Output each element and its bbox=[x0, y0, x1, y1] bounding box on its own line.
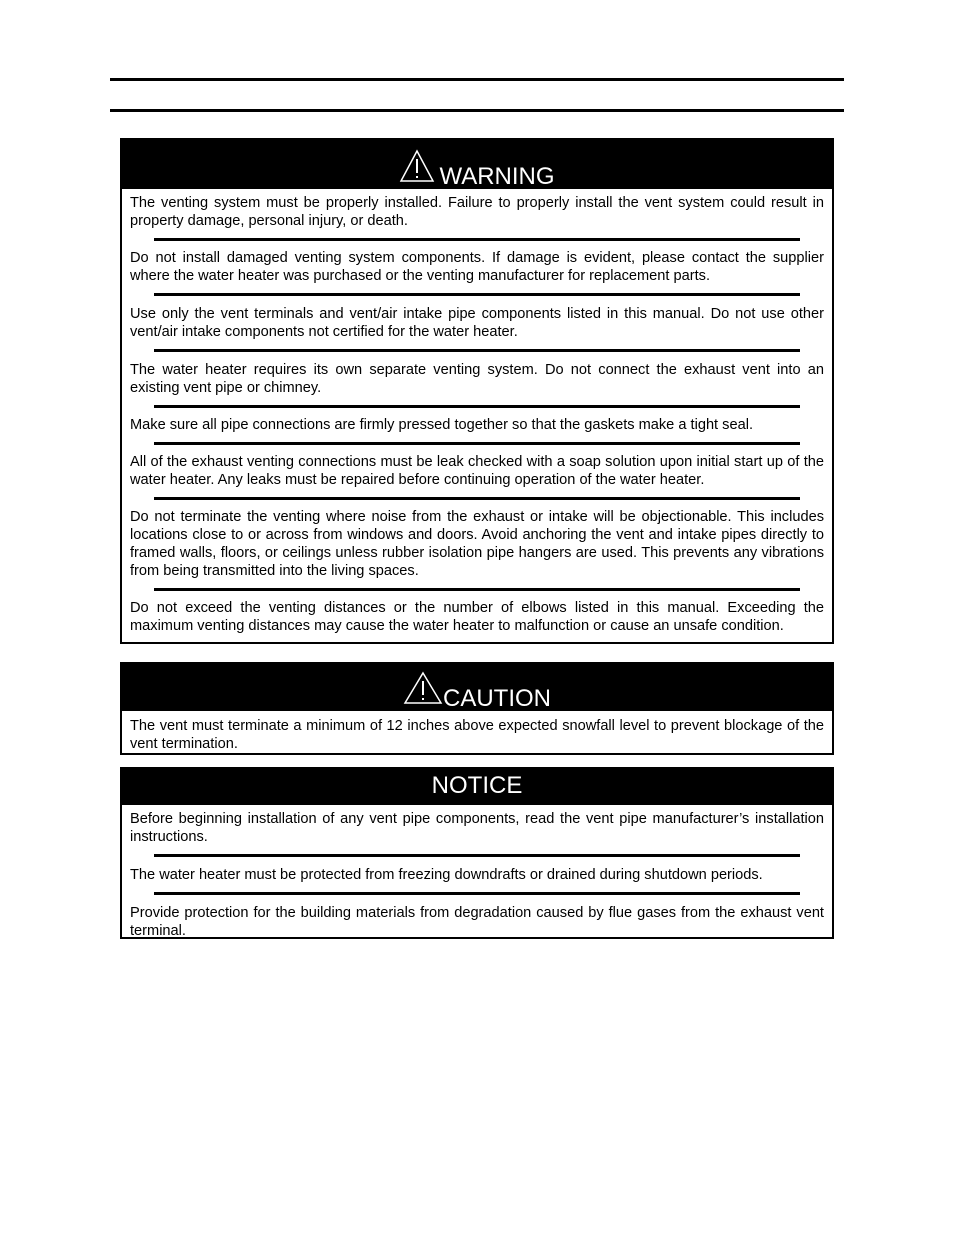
warning-item: Use only the vent terminals and vent/air intake pipe components listed in this manual. Do not use other vent/air intake components not certified for the water heater. bbox=[130, 306, 824, 340]
notice-item: Before beginning installation of any vent pipe components, read the vent pipe manufacturer’s installation instructions. bbox=[130, 811, 824, 845]
warning-box bbox=[120, 138, 834, 644]
notice-item: The water heater must be protected from freezing downdrafts or drained during shutdown periods. bbox=[130, 867, 763, 883]
notice-header bbox=[122, 769, 832, 805]
caution-title: CAUTION bbox=[443, 685, 551, 712]
notice-title: NOTICE bbox=[431, 772, 523, 799]
warning-item: Do not install damaged venting system components. If damage is evident, please contact the supplier where the water heater was purchased or the venting manufacturer for replacement parts. bbox=[130, 250, 824, 284]
warning-separator bbox=[154, 442, 800, 445]
caution-triangle-icon bbox=[403, 671, 443, 710]
notice-item: Provide protection for the building materials from degradation caused by flue gases from the exhaust vent terminal. bbox=[130, 905, 824, 939]
warning-item: All of the exhaust venting connections must be leak checked with a soap solution upon initial start up of the water heater. Any leaks must be repaired before continuing operation of the water heater. bbox=[130, 454, 824, 488]
warning-separator bbox=[154, 349, 800, 352]
warning-separator bbox=[154, 293, 800, 296]
warning-separator bbox=[154, 588, 800, 591]
notice-body bbox=[122, 810, 832, 940]
notice-box bbox=[120, 767, 834, 939]
warning-title: WARNING bbox=[439, 163, 555, 190]
header-rule-bottom bbox=[110, 109, 844, 112]
warning-body bbox=[122, 194, 832, 635]
caution-box bbox=[120, 662, 834, 755]
caution-header bbox=[122, 664, 832, 711]
warning-item: Do not exceed the venting distances or the number of elbows listed in this manual. Exceeding the maximum venting distances may cause the water heater to malfunction or cause an unsafe condition. bbox=[130, 600, 824, 634]
warning-header bbox=[122, 140, 832, 189]
notice-separator bbox=[154, 892, 800, 895]
warning-item: The venting system must be properly installed. Failure to properly install the vent system could result in property damage, personal injury, or death. bbox=[130, 195, 824, 229]
warning-separator bbox=[154, 238, 800, 241]
warning-triangle-icon bbox=[399, 149, 435, 188]
notice-separator bbox=[154, 854, 800, 857]
warning-item: The water heater requires its own separate venting system. Do not connect the exhaust vent into an existing vent pipe or chimney. bbox=[130, 362, 824, 396]
header-rule-top bbox=[110, 78, 844, 81]
warning-separator bbox=[154, 497, 800, 500]
warning-item: Make sure all pipe connections are firmly pressed together so that the gaskets make a tight seal. bbox=[130, 417, 753, 433]
warning-item: Do not terminate the venting where noise from the exhaust or intake will be objectionable. This includes locations close to or across from windows and doors. Avoid anchoring the vent and intake pipes directly to framed walls, floors, or ceilings unless rubber isolation pipe hangers are used. This prevents any vibrations from being transmitted into the living spaces. bbox=[130, 509, 824, 579]
caution-item: The vent must terminate a minimum of 12 inches above expected snowfall level to prevent blockage of the vent termination. bbox=[130, 718, 824, 752]
caution-body bbox=[122, 717, 832, 753]
warning-separator bbox=[154, 405, 800, 408]
